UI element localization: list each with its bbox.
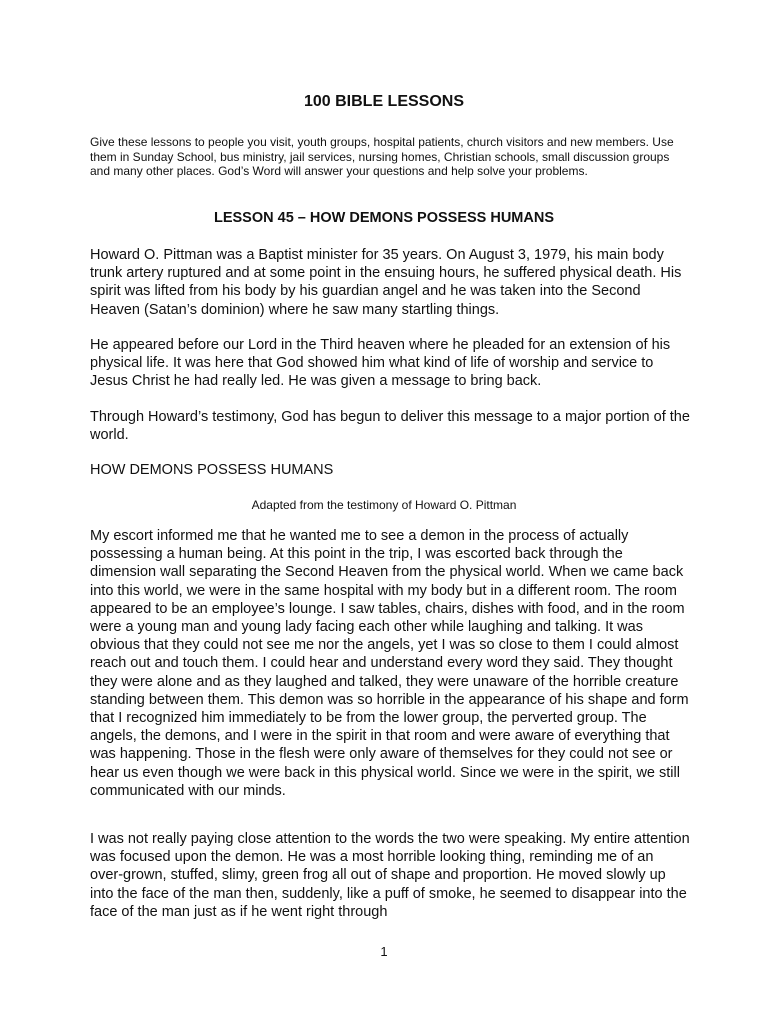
document-title: 100 BIBLE LESSONS — [303, 93, 465, 110]
attribution-line: Adapted from the testimony of Howard O. Pittman — [251, 498, 517, 512]
section-heading: HOW DEMONS POSSESS HUMANS — [90, 462, 334, 478]
testimony-paragraph-1: My escort informed me that he wanted me to see a demon in the process of actually possessing a human being. At this point in the trip, I was escorted back through the dimension wall separating the Second Heaven from the physical world. When we came back into this world, we were in the same hospital with my body but in a different room. The room appeared to be an employee’s lounge. I saw tables, chairs, dishes with food, and in the room were a young man and young lady facing each other while laughing and talking. It was obvious that they could not see me nor the angels, yet I was so close to them I could almost reach out and touch them. I could hear and understand every word they said. They thought they were alone and as they laughed and talked, they were unaware of the horrible creature standing between them. This demon was so horrible in the appearance of his shape and form that I recognized him immediately to be from the lower group, the perverted group. The angels, the demons, and I were in the spirit in that room and were aware of everything that was happening. Those in the flesh were only aware of themselves for they could not see or hear us even though we were back in this physical world. Since we were in the spirit, we still communicated with our minds. — [90, 528, 689, 799]
lesson-title: LESSON 45 – HOW DEMONS POSSESS HUMANS — [213, 210, 554, 226]
body-paragraph-1: Howard O. Pittman was a Baptist minister for 35 years. On August 3, 1979, his main body trunk artery ruptured and at some point in the ensuing hours, he suffered physical death. His spirit was lifted from his body by his guardian angel and he was taken into the Second Heaven (Satan’s dominion) where he saw many startling things. — [90, 247, 682, 318]
page-number: 1 — [380, 944, 388, 959]
intro-paragraph: Give these lessons to people you visit, youth groups, hospital patients, church visitors and new members. Use them in Sunday School, bus ministry, jail services, nursing homes, Christian schools, small discussion groups and many other places. God’s Word will answer your questions and help solve your problems. — [90, 135, 674, 179]
testimony-paragraph-2: I was not really paying close attention to the words the two were speaking. My entire attention was focused upon the demon. He was a most horrible looking thing, reminding me of an over-grown, stuffed, slimy, green frog all out of shape and proportion. He moved slowly up into the face of the man then, suddenly, like a puff of smoke, he seemed to disappear into the face of the man just as if he went right through — [90, 831, 690, 920]
body-paragraph-2: He appeared before our Lord in the Third heaven where he pleaded for an extension of his physical life. It was here that God showed him what kind of life of worship and service to Jesus Christ he had really led. He was given a message to bring back. — [90, 337, 671, 390]
body-paragraph-3: Through Howard’s testimony, God has begun to deliver this message to a major portion of the world. — [90, 409, 690, 444]
